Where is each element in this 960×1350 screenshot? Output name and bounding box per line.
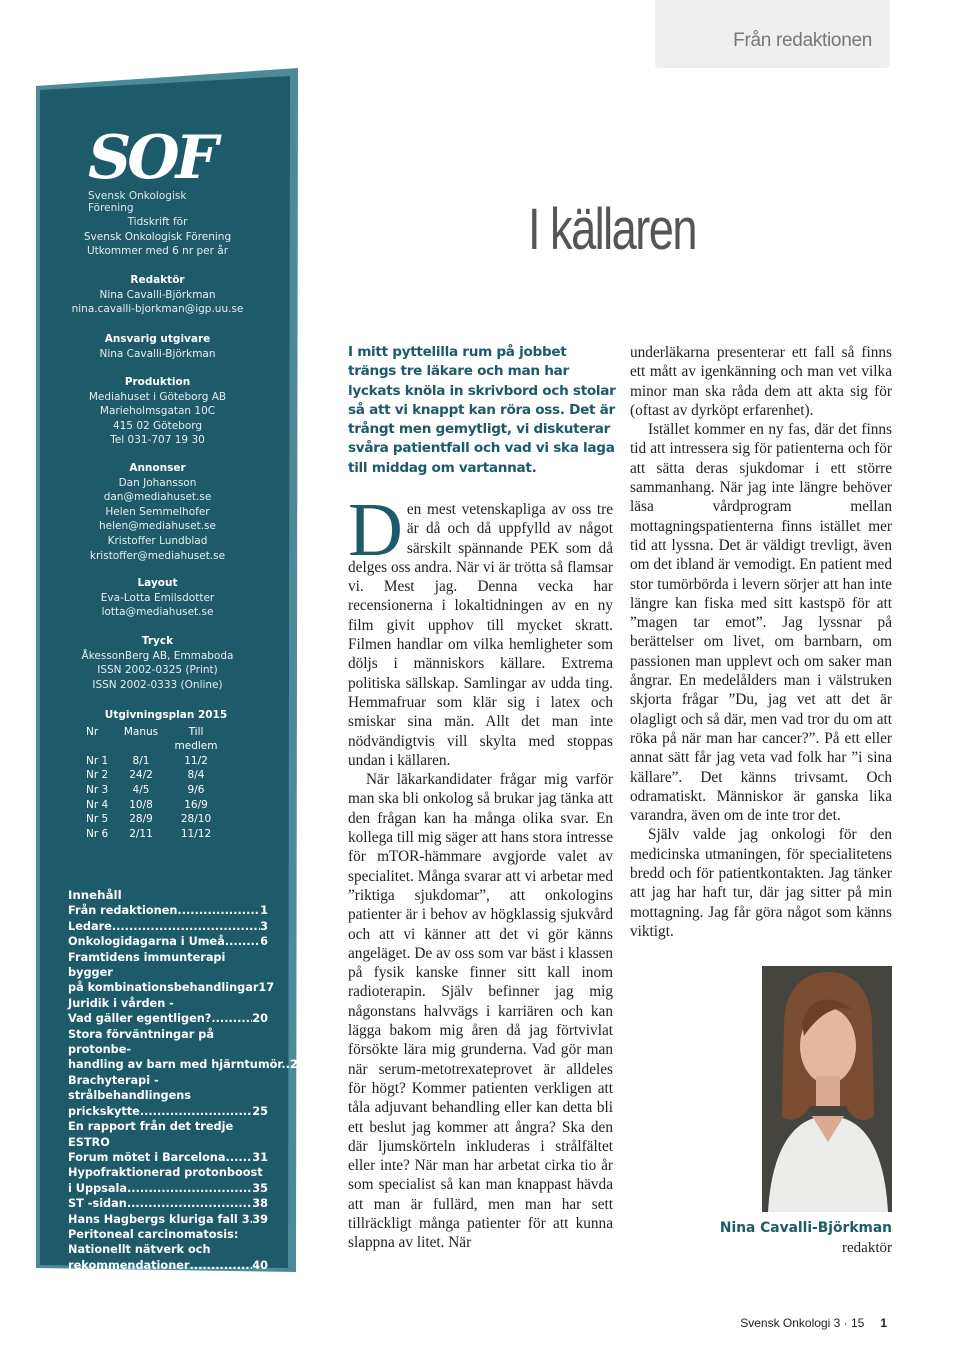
toc-item[interactable] — [68, 1304, 268, 1319]
masthead-heading: Layout — [137, 577, 178, 589]
toc-leader-dots — [225, 934, 260, 949]
masthead-line: Tel 031-707 19 30 — [110, 434, 205, 447]
toc-item-title: Framtidens immunterapi bygger — [68, 950, 226, 980]
drop-cap: D — [348, 488, 403, 572]
toc-item[interactable] — [68, 934, 268, 949]
toc-item-title: Möte med Pia Dellson — [68, 1304, 207, 1318]
toc-leader-dots — [127, 1196, 252, 1211]
schedule-cell: Nr 1 — [86, 754, 109, 767]
toc-item-title: rekommendationer — [68, 1258, 190, 1272]
toc-page-number: 35 — [252, 1181, 268, 1195]
schedule-title: Utgivningsplan 2015 — [104, 709, 228, 721]
masthead-line: Tidskrift för — [127, 216, 188, 228]
toc-item-title: Vad gäller egentligen? — [68, 1012, 212, 1026]
schedule-header: Manus — [123, 725, 159, 738]
masthead-heading: Annonser — [129, 462, 186, 474]
toc-leader-dots — [127, 1181, 252, 1196]
toc-item-title: Nationellt nätverk och — [68, 1243, 211, 1257]
toc-page-number: 17 — [258, 981, 275, 995]
toc-item-title: Hypofraktionerad protonboost — [68, 1166, 263, 1180]
toc-item-title: Peritoneal carcinomatosis: — [68, 1227, 239, 1241]
schedule-row — [86, 798, 246, 813]
schedule-row — [86, 768, 246, 783]
schedule-row — [86, 754, 246, 769]
toc-page-number: 1 — [260, 904, 268, 918]
masthead-block — [40, 576, 275, 620]
toc-page-number: 39 — [252, 1212, 268, 1226]
masthead-line: Marieholmsgatan 10C — [99, 405, 216, 418]
article-paragraph: underläkarna presenterar ett fall så finns ett mått av igenkänning och man vet vilka minor man ska råda dem att akta sig för (oftast av dyrköpt erfarenhet). — [630, 344, 892, 419]
masthead-block — [40, 273, 275, 317]
toc-page-number: 25 — [252, 1104, 268, 1118]
masthead-line: ISSN 2002-0333 (Online) — [92, 678, 223, 691]
schedule-cell: 4/5 — [132, 783, 150, 796]
masthead-block — [40, 375, 275, 448]
signature-name: Nina Cavalli-Björkman — [719, 1220, 892, 1236]
masthead-block — [40, 332, 275, 361]
masthead-line: ISSN 2002-0325 (Print) — [97, 664, 218, 677]
toc-item[interactable] — [68, 1165, 268, 1196]
toc-page-number: 47 — [252, 1304, 268, 1318]
article-paragraph: en mest vetenskapliga av oss tre är då och då uppfylld av något särskilt spännande PEK som då delges oss andra. När vi är trötta så flamsar vi. Mest jag. Denna vecka har recensionerna i lokaltidningen av en ny film givit upphov till mycket skratt. Filmen handlar om vilka hemligheter som döljs i människors källare. Extrema politiska sällskap. Samlingar av udda ting. Hemmafruar som klär sig i latex och smiskar sina män. Allt det man inte nödvändigtvis vill skylta med stoppas undan i källaren. — [348, 501, 613, 769]
page-footer — [740, 1316, 887, 1330]
toc-item-title: bukhinnekirurgi — [68, 1289, 170, 1303]
toc-leader-dots — [112, 919, 260, 934]
toc-item-title: Brachyterapi - strålbehandlingens — [68, 1073, 192, 1103]
schedule-cell: Nr 4 — [86, 798, 109, 811]
schedule-cell: Nr 3 — [86, 783, 109, 796]
schedule-cell: 9/6 — [187, 783, 205, 796]
masthead-line: Nina Cavalli-Björkman — [99, 288, 216, 301]
schedule-header: Nr — [86, 725, 99, 738]
schedule-cell: 16/9 — [184, 798, 208, 811]
article-paragraph: Själv valde jag onkologi för den medicinska utmaningen, för specialitetens bredd och för patientkontakten. Jag tänker att jag har haft tur, där jag sitter på min mottagning. Jag får göra något som känns viktigt. — [630, 826, 892, 940]
schedule-cell: 8/4 — [187, 769, 205, 782]
toc-item[interactable] — [68, 903, 268, 918]
toc-leader-dots — [206, 1304, 252, 1319]
toc-title: Innehåll — [68, 888, 122, 902]
masthead-line: Helen Semmelhofer — [105, 505, 210, 518]
masthead-line: Dan Johansson — [118, 476, 197, 489]
page-number: 1 — [880, 1316, 887, 1330]
toc-item[interactable] — [68, 919, 268, 934]
toc-page-number: 6 — [260, 935, 268, 949]
masthead-block — [40, 634, 275, 692]
masthead-line: 415 02 Göteborg — [112, 419, 203, 432]
toc-item-title: Från redaktionen — [68, 904, 178, 918]
toc-item-title: Onkologidagarna i Umeå — [68, 935, 225, 949]
signature-role: redaktör — [842, 1240, 892, 1256]
toc-item-title: Hans Hagbergs kluriga fall 3 — [68, 1212, 250, 1226]
toc-item[interactable] — [68, 1027, 306, 1073]
article-lead: I mitt pyttelilla rum på jobbet trängs tre läkare och man har lyckats knöla in skrivbord och stolar så att vi knappt kan röra oss. Det är trångt men gemytligt, vi diskuterar svåra patientfall och vad vi ska laga till middag om vartannat. — [348, 344, 616, 476]
toc-page-number: 3 — [260, 919, 268, 933]
article-paragraph: Istället kommer en ny fas, där det finns tid att intressera sig för patienterna och för att sätta deras sjukdomar i ett större sammanhang. När jag inte längre behöver läsa vårdprogram mellan mottagningspatienterna finns istället mer tid att lyssna. Det är väldigt trevligt, även om det ibland är vemodigt. En patient med stor tumörbörda i levern sörjer att han inte längre kan fiska med sitt kastspö för att ”magen tar emot”. Jag lyssnar på berättelser om livet, om barnbarn, om passionen man upplevt och om saker man ångrar. En medelålders man i välstruken skjorta frågar ”Du, jag vet att det är olagligt och så där, men vad tror du om att röka på när man har cancer?”. På ett eller annat sätt får jag veta vad folk har ”i sina källare”. Det känns trivsamt. Och odramatiskt. Människor är ganska lika varandra, även om de inte tror det. — [630, 421, 892, 825]
article-headline: I källaren — [528, 197, 696, 262]
publication-schedule — [86, 708, 246, 841]
toc-page-number: 44 — [252, 1289, 268, 1303]
masthead-line: dan@mediahuset.se — [103, 491, 212, 504]
masthead-line: ÅkessonBerg AB, Emmaboda — [81, 649, 234, 662]
masthead-sidebar — [40, 88, 306, 1318]
toc-page-number: 40 — [252, 1258, 268, 1272]
section-label: Från redaktionen — [733, 30, 872, 51]
masthead-line: kristoffer@mediahuset.se — [89, 549, 226, 562]
toc-item-title: prickskytte — [68, 1104, 140, 1118]
schedule-cell: 8/1 — [132, 754, 150, 767]
toc-item[interactable] — [68, 1196, 268, 1211]
schedule-cell: 11/2 — [184, 754, 208, 767]
masthead-line: Kristoffer Lundblad — [107, 534, 208, 547]
table-of-contents — [68, 888, 306, 1319]
schedule-row — [86, 827, 246, 842]
toc-leader-dots — [170, 1289, 252, 1304]
schedule-cell: Nr 2 — [86, 769, 109, 782]
masthead-line: nina.cavalli-bjorkman@igp.uu.se — [71, 303, 244, 316]
toc-leader-dots — [226, 1150, 253, 1165]
toc-item[interactable] — [68, 1073, 268, 1119]
schedule-cell: 24/2 — [129, 769, 153, 782]
toc-item-title: i Uppsala — [68, 1181, 127, 1195]
toc-item[interactable] — [68, 1119, 268, 1165]
toc-item-title: En rapport från det tredje ESTRO — [68, 1120, 234, 1149]
toc-item[interactable] — [68, 996, 268, 1027]
toc-item-title: Ledare — [68, 919, 112, 933]
toc-item-title: Helgi Birgisson om — [68, 1274, 188, 1288]
schedule-row — [86, 812, 246, 827]
schedule-cell: 2/11 — [129, 827, 153, 840]
masthead-line: Mediahuset i Göteborg AB — [88, 390, 227, 403]
toc-item-title: Juridik i vården - — [68, 996, 174, 1010]
schedule-header: Till medlem — [174, 725, 218, 753]
schedule-cell: 28/9 — [129, 813, 153, 826]
masthead-block — [40, 215, 275, 259]
schedule-cell: 10/8 — [129, 798, 153, 811]
masthead-heading: Tryck — [141, 635, 174, 647]
toc-page-number: 38 — [252, 1197, 268, 1211]
toc-page-number: 22 — [289, 1058, 306, 1072]
toc-leader-dots — [211, 1011, 252, 1026]
toc-item[interactable] — [68, 1227, 268, 1273]
schedule-cell: Nr 5 — [86, 813, 109, 826]
masthead-heading: Produktion — [124, 376, 191, 388]
toc-page-number: 31 — [252, 1150, 268, 1164]
masthead-line: helen@mediahuset.se — [99, 520, 216, 533]
footer-publication: Svensk Onkologi 3 · 15 — [740, 1316, 865, 1330]
masthead-block — [40, 461, 275, 563]
masthead-line: Eva-Lotta Emilsdotter — [100, 591, 215, 604]
toc-item-title: ST -sidan — [68, 1197, 127, 1211]
section-header-tab — [655, 0, 890, 68]
schedule-row — [86, 783, 246, 798]
toc-page-number: 20 — [252, 1012, 268, 1026]
toc-leader-dots — [177, 903, 260, 918]
schedule-cell: 11/12 — [180, 827, 212, 840]
masthead-line: lotta@mediahuset.se — [101, 606, 214, 619]
schedule-cell: Nr 6 — [86, 827, 109, 840]
masthead-heading: Redaktör — [130, 274, 185, 286]
portrait-image — [762, 966, 892, 1212]
article-column-1 — [348, 488, 613, 1253]
toc-item-title: handling av barn med hjärntumör.. — [68, 1058, 290, 1072]
schedule-cell: 28/10 — [180, 813, 212, 826]
schedule-header-row — [86, 725, 246, 754]
toc-leader-dots — [189, 1258, 252, 1273]
masthead-line: Nina Cavalli-Björkman — [99, 347, 216, 360]
article-paragraph: När läkarkandidater frågar mig varför man ska bli onkolog så brukar jag tänka att den frågan kan ha många olika svar. En kollega till mig säger att hans stora intresse för mTOR-hämmare avgjorde valet av specialitet. Många svarar att vi arbetar med ”riktiga sjukdomar”, att onkologins patienter är i behov av högklassig sjukvård och att vi känner att det vi gör känns angeläget. De av oss som var bäst i klassen på fysik kanske finner sitt kall inom radioterapin. Själv befinner jag mig någonstans halvvägs i karriären och kan lägga bakom mig åren då jag förtvivlat försökte lära mig grunderna. Vad gör man när serum-metotrexateprovet är alldeles för högt? Kommer patienten verkligen att tåla adjuvant behandling eller kan detta bli ett beslut jag kommer att ångra? Ska den där ljumskörteln inkluderas i strålfältet eller inte? När man har arbetat cirka tio år som specialist så kan man knappast hävda att man är fullärd, men man har sett tillräckligt många patienter för att kunna slappna av litet. När — [348, 771, 613, 1252]
toc-item-title: Forum mötet i Barcelona — [68, 1150, 226, 1164]
toc-item-title: Stora förväntningar på protonbe- — [68, 1027, 214, 1057]
logo-mark: SOF — [88, 123, 215, 193]
toc-item[interactable] — [68, 1212, 268, 1227]
toc-item-title: på kombinationsbehandlingar — [68, 981, 259, 995]
article-column-2 — [630, 343, 892, 941]
sof-logo — [88, 123, 218, 214]
logo-organisation: Svensk Onkologisk Förening — [88, 190, 187, 214]
masthead-heading: Ansvarig utgivare — [104, 333, 211, 345]
toc-item[interactable] — [68, 1273, 268, 1304]
toc-leader-dots — [140, 1104, 252, 1119]
author-portrait — [762, 966, 892, 1212]
masthead-line: Utkommer med 6 nr per år — [86, 245, 229, 258]
masthead-line: Svensk Onkologisk Förening — [83, 230, 232, 243]
toc-item[interactable] — [68, 950, 275, 996]
